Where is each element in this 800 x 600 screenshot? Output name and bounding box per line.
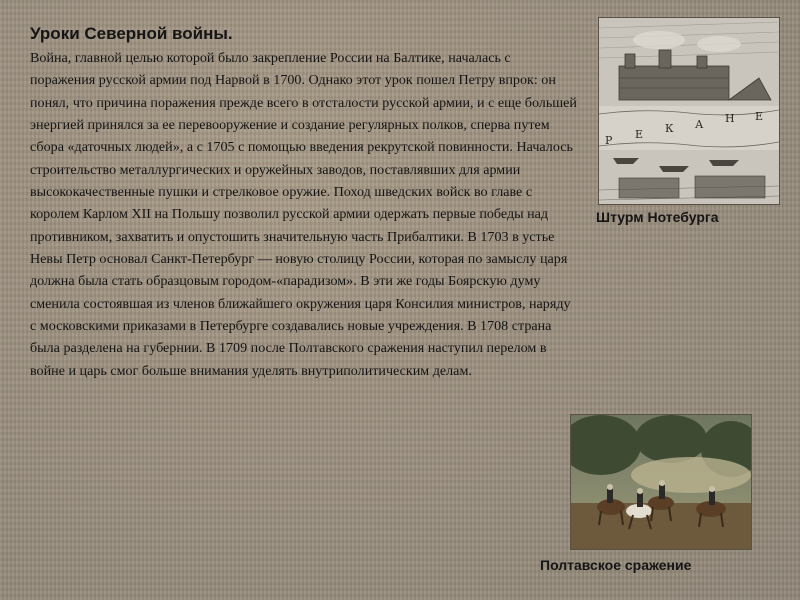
- map-letter: Е: [755, 110, 764, 123]
- poltava-caption: Полтавское сражение: [540, 557, 692, 573]
- poltava-battle-painting: [570, 414, 752, 550]
- map-letter: А: [695, 118, 704, 131]
- body-text: Война, главной целью которой было закрепление России на Балтике, началась с поражения русской армии под Нарвой в 1700. Однако этот урок пошел Петру впрок: он понял, что причина поражения прежде всего в отсталости русской армии, и с еще большей энергией принялся за ее перевооружение и создание регулярных полков, сперва путем сбора «даточных людей», а с 1705 с помощью введения рекрутской повинности. Началось строительство металлургических и оружейных заводов, поставлявших для армии высококачественные пушки и стрелковое оружие. Поход шведских войск во главе с королем Карлом XII на Польшу позволил русской армии одержать первые победы над противником, захватить и опустошить значительную часть Прибалтики. В 1703 в устье Невы Петр основал Санкт-Петербург — новую столицу России, которая по замыслу царя должна была стать образцовым городом-«парадизом». В эти же годы Боярскую думу сменила состоявшая из членов ближайшего окружения царя Консилия министров, наряду с московскими приказами в Петербурге создавались новые учреждения. В 1708 страна была разделена на губернии. В 1709 после Полтавского сражения наступил перелом в войне и царь смог больше внимания уделять внутриполитическим делам.: [30, 50, 577, 379]
- noteburg-engraving-image: [598, 17, 780, 205]
- map-letter: К: [665, 122, 674, 135]
- page-title: Уроки Северной войны.: [30, 24, 233, 43]
- map-letter: Е: [635, 128, 644, 141]
- noteburg-caption: Штурм Нотебурга: [596, 209, 719, 225]
- map-letter: Н: [725, 112, 735, 125]
- map-letter: Р: [605, 134, 613, 147]
